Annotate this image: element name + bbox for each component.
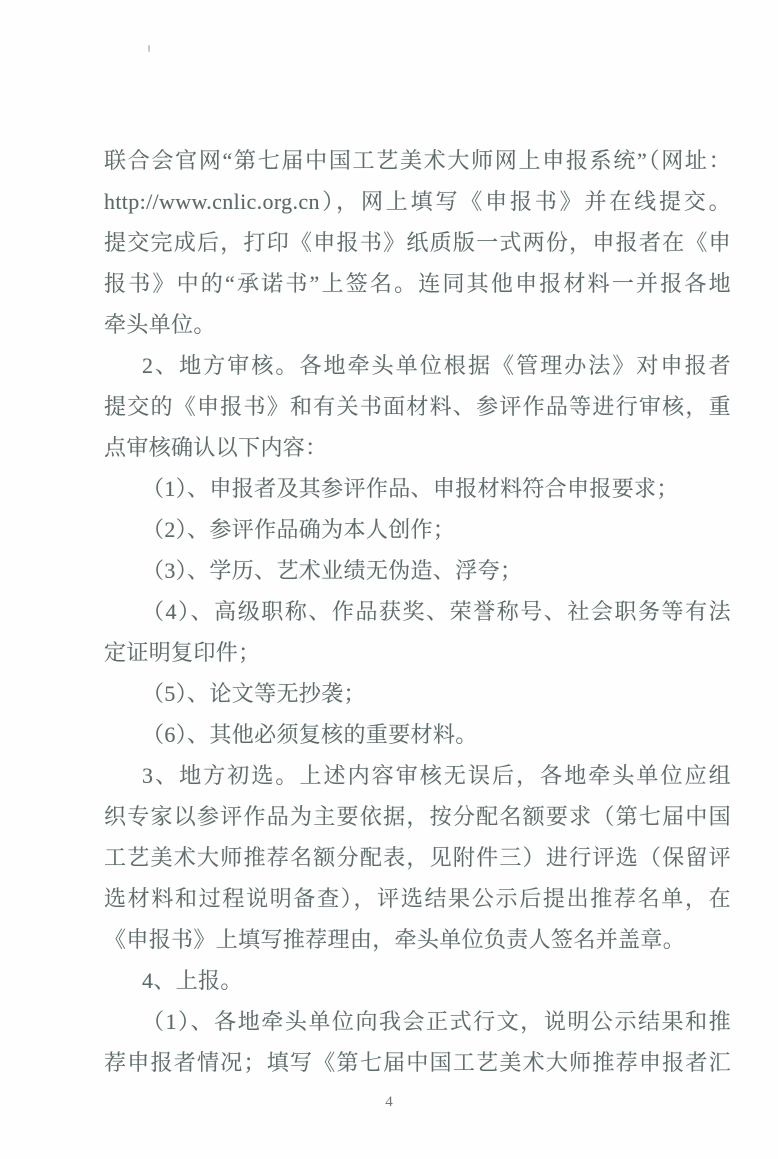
text-line: 点审核确认以下内容： — [104, 435, 328, 460]
text-line-subitem-5: （5）、论文等无抄袭； — [142, 681, 366, 706]
text-line-subitem-3: （3）、学历、艺术业绩无伪造、浮夸； — [142, 558, 523, 583]
text-line: 提交的《申报书》和有关书面材料、参评作品等进行审核，重 — [104, 394, 731, 419]
text-line-item-4: 4、上报。 — [142, 968, 243, 993]
document-body — [104, 140, 731, 1083]
text-line: 《申报书》上填写推荐理由，牵头单位负责人签名并盖章。 — [104, 927, 686, 952]
text-line: 荐申报者情况；填写《第七届中国工艺美术大师推荐申报者汇 — [104, 1050, 731, 1075]
text-line: 牵头单位。 — [104, 312, 216, 337]
text-line: 报书》中的“承诺书”上签名。连同其他申报材料一并报各地 — [104, 271, 731, 296]
scan-artifact-speck — [148, 45, 150, 52]
text-line-subitem-1: （1）、各地牵头单位向我会正式行文，说明公示结果和推 — [142, 1009, 731, 1034]
text-line: 联合会官网“第七届中国工艺美术大师网上申报系统”（网址： — [104, 148, 731, 173]
text-line: 定证明复印件； — [104, 640, 261, 665]
text-line: 工艺美术大师推荐名额分配表，见附件三）进行评选（保留评 — [104, 845, 731, 870]
text-line-subitem-4: （4）、高级职称、作品获奖、荣誉称号、社会职务等有法 — [142, 599, 731, 624]
text-line-item-2: 2、地方审核。各地牵头单位根据《管理办法》对申报者 — [142, 353, 731, 378]
text-line: 选材料和过程说明备查），评选结果公示后提出推荐名单，在 — [104, 886, 731, 911]
text-line: 提交完成后，打印《申报书》纸质版一式两份，申报者在《申 — [104, 230, 731, 255]
text-line-url: http://www.cnlic.org.cn），网上填写《申报书》并在线提交。 — [104, 189, 731, 214]
text-line: 织专家以参评作品为主要依据，按分配名额要求（第七届中国 — [104, 804, 731, 829]
text-line-item-3: 3、地方初选。上述内容审核无误后，各地牵头单位应组 — [142, 763, 731, 788]
text-line-subitem-2: （2）、参评作品确为本人创作； — [142, 517, 456, 542]
page-number: 4 — [385, 1094, 393, 1110]
text-line-subitem-6: （6）、其他必须复核的重要材料。 — [142, 722, 478, 747]
text-line-subitem-1: （1）、申报者及其参评作品、申报材料符合申报要求； — [142, 476, 679, 501]
